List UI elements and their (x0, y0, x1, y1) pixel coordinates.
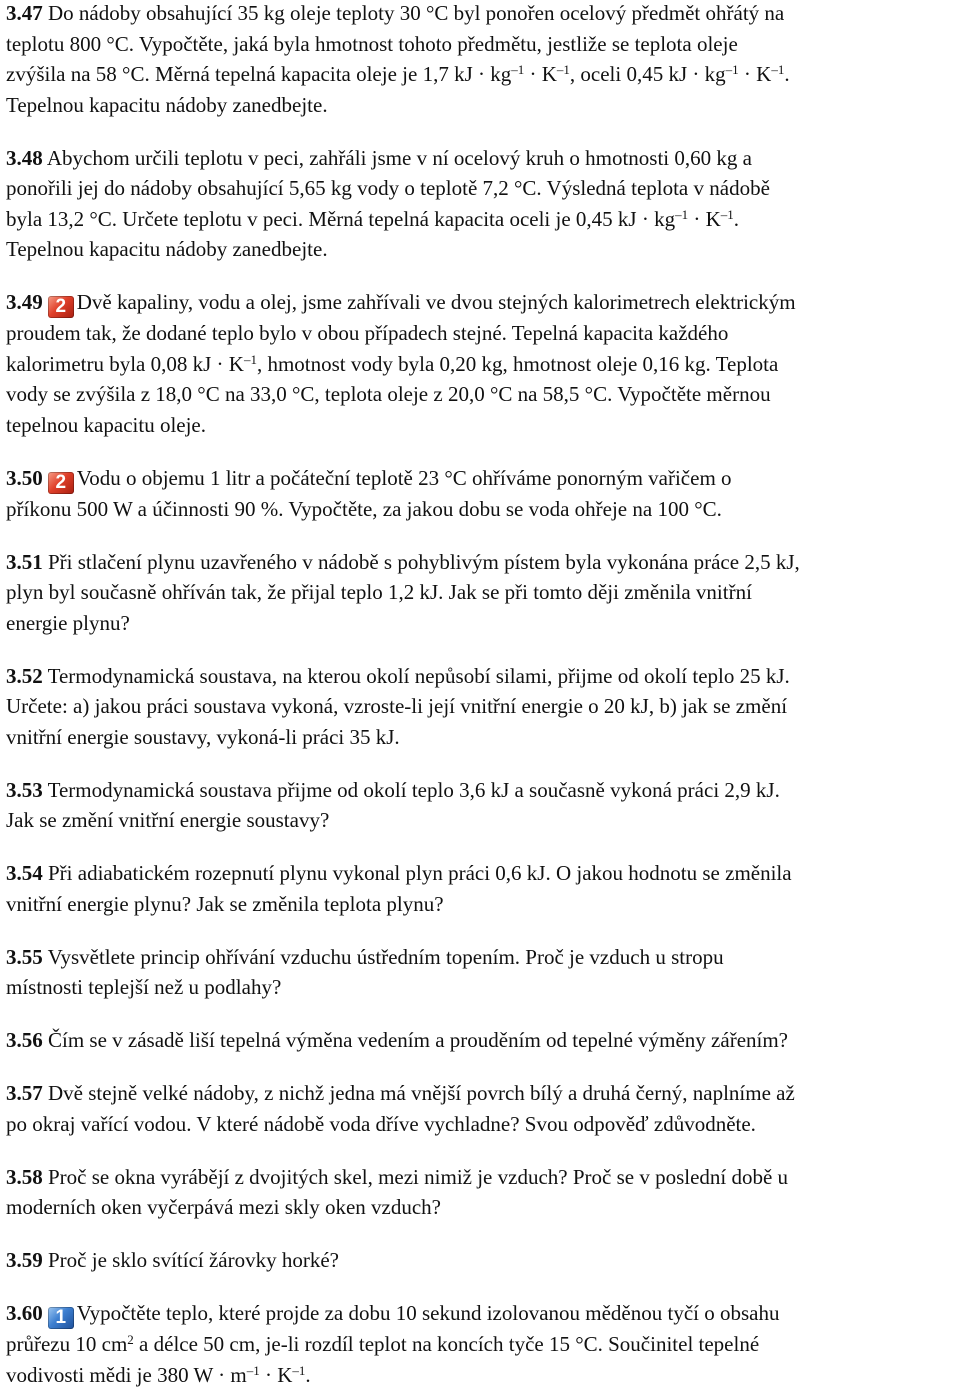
problem-number: 3.49 (6, 290, 43, 314)
problem-text: · K (524, 62, 557, 86)
text-line (6, 0, 950, 29)
text-line: vody se zvýšila z 18,0 °C na 33,0 °C, teplota oleje z 20,0 °C na 58,5 °C. Vypočtěte měrnou (6, 382, 771, 406)
problem-number: 3.59 (6, 1248, 43, 1272)
difficulty-2-icon: 2 (48, 296, 74, 318)
problem-number: 3.53 (6, 777, 43, 802)
superscript: –1 (246, 1362, 260, 1378)
problem-3-53 (6, 775, 950, 836)
problem-number: 3.55 (6, 944, 43, 969)
text-line (6, 858, 950, 889)
problem-number: 3.51 (6, 549, 43, 574)
superscript: –1 (771, 62, 785, 77)
problem-number: 3.56 (6, 1028, 43, 1052)
text-line (6, 59, 950, 90)
problem-3-51 (6, 547, 950, 639)
problem-3-60 (6, 1298, 950, 1390)
problem-text: Vypočtěte teplo, které projde za dobu 10 sekund izolovanou měděnou tyčí o obsahu (76, 1301, 780, 1325)
problem-text: byla 13,2 °C. Určete teplotu v peci. Měrná tepelná kapacita oceli je 0,45 kJ · kg (6, 206, 676, 231)
problem-number: 3.48 (6, 145, 43, 170)
problem-text: · K (259, 1362, 293, 1387)
text-line (6, 143, 950, 174)
text-line (6, 1245, 950, 1276)
text-line: Určete: a) jakou práci soustava vykoná, vzroste-li její vnitřní energie o 20 kJ, b) jak se změní (6, 694, 788, 718)
text-line: tepelnou kapacitu oleje. (6, 412, 207, 437)
problem-text: Dvě stejně velké nádoby, z nichž jedna má vnější povrch bílý a druhá černý, naplníme až (48, 1081, 795, 1105)
text-line: proudem tak, že dodané teplo bylo v obou případech stejné. Tepelná kapacita každého (6, 321, 729, 345)
problem-3-50 (6, 463, 950, 525)
text-line (6, 1298, 950, 1329)
text-line: ponořili jej do nádoby obsahující 5,65 kg vody o teplotě 7,2 °C. Výsledná teplota v nádobě (6, 176, 770, 200)
problem-text: · K (688, 206, 721, 231)
text-line (6, 1360, 950, 1391)
difficulty-1-icon: 1 (48, 1307, 74, 1329)
superscript: –1 (725, 62, 739, 77)
text-line (6, 1162, 950, 1193)
problem-text: a délce 50 cm, je-li rozdíl teplot na koncích tyče 15 °C. Součinitel tepelné (133, 1332, 760, 1356)
problem-text: Při stlačení plynu uzavřeného v nádobě s pohyblivým pístem byla vykonána práce 2,5 kJ, (48, 549, 800, 574)
text-line (6, 661, 950, 692)
problem-3-52 (6, 661, 950, 753)
problem-text: průřezu 10 cm (6, 1332, 128, 1356)
problem-text: Proč se okna vyrábějí z dvojitých skel, mezi nimiž je vzduch? Proč se v poslední době u (48, 1164, 789, 1189)
problem-3-48 (6, 143, 950, 265)
problem-text: Dvě kapaliny, vodu a olej, jsme zahřívali ve dvou stejných kalorimetrech elektrickým (76, 290, 796, 314)
superscript: –1 (556, 62, 570, 77)
problem-3-55 (6, 942, 950, 1003)
problem-text: Termodynamická soustava, na kterou okolí nepůsobí silami, přijme od okolí teplo 25 kJ. (47, 663, 790, 688)
text-line (6, 204, 950, 235)
problem-3-58 (6, 1162, 950, 1223)
problem-number: 3.50 (6, 465, 43, 490)
text-line: Jak se změní vnitřní energie soustavy? (6, 808, 330, 832)
problem-number: 3.47 (6, 1, 43, 25)
text-line: teplotu 800 °C. Vypočtěte, jaká byla hmotnost tohoto předmětu, jestliže se teplota oleje (6, 31, 738, 56)
problem-3-59 (6, 1245, 950, 1276)
problem-text: , hmotnost vody byla 0,20 kg, hmotnost oleje 0,16 kg. Teplota (256, 351, 779, 376)
superscript: –1 (292, 1362, 306, 1378)
problem-number: 3.52 (6, 663, 43, 688)
problem-3-49 (6, 287, 950, 440)
text-line (6, 1025, 950, 1056)
text-line (6, 349, 950, 380)
text-line: moderních oken vyčerpává mezi skly oken vzduch? (6, 1195, 442, 1219)
text-line: vnitřní energie soustavy, vykoná-li práci 35 kJ. (6, 724, 400, 749)
problem-text: Při adiabatickém rozepnutí plynu vykonal plyn práci 0,6 kJ. O jakou hodnotu se změnila (48, 861, 792, 885)
text-line: Tepelnou kapacitu nádoby zanedbejte. (6, 92, 328, 117)
text-line (6, 1329, 950, 1360)
problem-text: Vodu o objemu 1 litr a počáteční teplotě 23 °C ohříváme ponorným vařičem o (76, 465, 732, 490)
problem-text: zvýšila na 58 °C. Měrná tepelná kapacita oleje je 1,7 kJ · kg (6, 62, 512, 86)
superscript: –1 (675, 206, 689, 222)
text-line (6, 287, 950, 318)
problem-text: . (305, 1362, 311, 1387)
problem-text: vodivosti mědi je 380 W · m (6, 1362, 247, 1387)
problem-text: Abychom určili teplotu v peci, zahřáli jsme v ní ocelový kruh o hmotnosti 0,60 kg a (46, 145, 752, 170)
problem-number: 3.60 (6, 1301, 43, 1325)
text-line: po okraj vařící vodou. V které nádobě voda dříve vychladne? Svou odpověď zdůvodněte. (6, 1111, 756, 1136)
problem-text: Čím se v zásadě liší tepelná výměna vedením a prouděním od tepelné výměny zářením? (48, 1028, 789, 1052)
superscript: –1 (243, 351, 257, 367)
problem-number: 3.57 (6, 1081, 43, 1105)
text-line: plyn byl současně ohříván tak, že přijal teplo 1,2 kJ. Jak se při tomto ději změnila vnitřní (6, 580, 752, 604)
problem-3-54 (6, 858, 950, 919)
difficulty-2-icon: 2 (48, 472, 74, 494)
text-line (6, 463, 950, 494)
text-line: místnosti teplejší než u podlahy? (6, 975, 282, 999)
text-line: vnitřní energie plynu? Jak se změnila teplota plynu? (6, 891, 444, 916)
superscript: 2 (127, 1332, 134, 1347)
text-line: energie plynu? (6, 610, 130, 635)
problem-text: . (733, 206, 740, 231)
text-line (6, 775, 950, 806)
problem-text: , oceli 0,45 kJ · kg (569, 62, 726, 86)
problem-number: 3.58 (6, 1164, 43, 1189)
problem-text: Vysvětlete princip ohřívání vzduchu ústředním topením. Proč je vzduch u stropu (47, 944, 724, 969)
problem-text: Termodynamická soustava přijme od okolí teplo 3,6 kJ a současně vykoná práci 2,9 kJ. (47, 777, 780, 802)
problem-text: Proč je sklo svítící žárovky horké? (48, 1248, 340, 1272)
superscript: –1 (720, 206, 734, 222)
text-line: příkonu 500 W a účinnosti 90 %. Vypočtěte, za jakou dobu se voda ohřeje na 100 °C. (6, 496, 722, 521)
problem-text: · K (738, 62, 772, 86)
text-line: Tepelnou kapacitu nádoby zanedbejte. (6, 237, 328, 261)
text-line (6, 547, 950, 578)
problem-text: Do nádoby obsahující 35 kg oleje teploty 30 °C byl ponořen ocelový předmět ohřátý na (48, 1, 785, 25)
problem-text: kalorimetru byla 0,08 kJ · K (6, 351, 244, 376)
text-line (6, 1078, 950, 1109)
problem-number: 3.54 (6, 861, 43, 885)
superscript: –1 (511, 62, 525, 77)
problem-3-56 (6, 1025, 950, 1056)
problem-3-47 (6, 0, 950, 120)
text-line (6, 942, 950, 973)
problem-text: . (784, 62, 790, 86)
problem-3-57 (6, 1078, 950, 1139)
